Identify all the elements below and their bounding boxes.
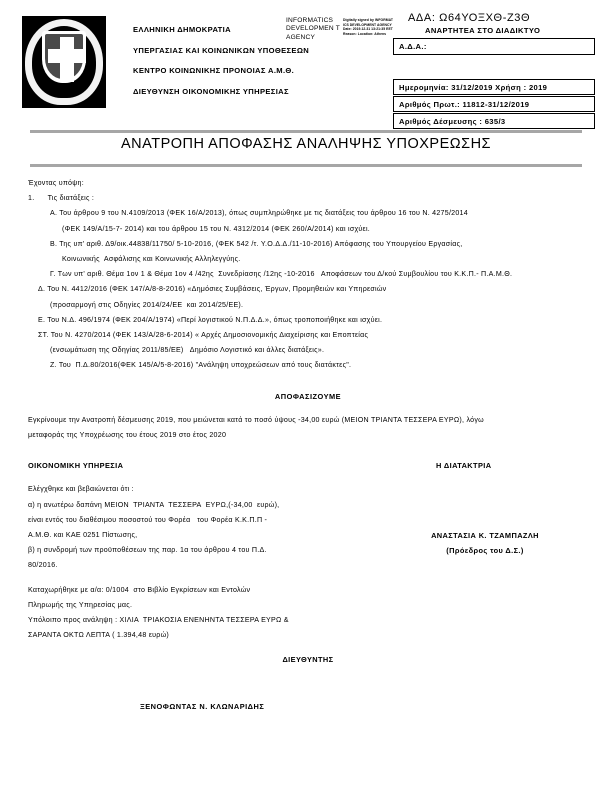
provision-a-line-1: Α. Του άρθρου 9 του Ν.4109/2013 (ΦΕΚ 16/Α/2013), όπως συμπληρώθηκε με τις διατάξεις του άρθρου 16 του Ν. 4275/2014 <box>50 209 468 218</box>
provision-c-line-1: Γ. Των υπ' αριθ. Θέμα 1ον 1 & Θέμα 1ον 4 /42ης Συνεδρίασης /12ης -10-2016 Αποφάσεων του Δ/κού Συμβουλίου του Κ.Κ.Π.- Π.Α.Μ.Θ. <box>50 270 513 279</box>
provisions-label: 1. Τις διατάξεις : <box>28 194 95 203</box>
signature-agency-label: INFORMATICS DEVELOPMEN T AGENCY <box>286 17 340 41</box>
verification-line-3: είναι εντός του διαθέσιμου ποσοστού του Φορέα του Φορέα Κ.Κ.Π.Π - <box>28 515 268 524</box>
verification-header-row <box>28 458 588 473</box>
commitment-field-box: Αριθμός Δέσμευσης : 635/3 <box>393 113 595 129</box>
spacer-before-decision <box>28 374 588 389</box>
shield-icon <box>42 31 86 83</box>
title-rule-bottom <box>30 164 582 167</box>
org-line-center: ΚΕΝΤΡΟ ΚΟΙΝΩΝΙΚΗΣ ΠΡΟΝΟΙΑΣ Α.Μ.Θ. <box>133 66 295 75</box>
having-regard-line: Έχοντας υπόψη: <box>28 179 84 187</box>
verification-line-2: α) η ανωτέρω δαπάνη ΜΕΙΟΝ ΤΡΙΑΝΤΑ ΤΕΣΣΕΡΑ ΕΥΡΩ,(-34,00 ευρώ), <box>28 500 280 509</box>
verification-line-10: ΣΑΡΑΝΤΑ ΟΚΤΩ ΛΕΠΤΑ ( 1.394,48 ευρώ) <box>28 631 169 640</box>
title-rule-top <box>30 130 582 133</box>
spacer-before-director-name <box>28 668 588 690</box>
date-field-box: Ημερομηνία: 31/12/2019 Χρήση : 2019 <box>393 79 595 95</box>
authority-signer-role: (Πρόεδρος του Δ.Σ.) <box>446 546 524 556</box>
spacer-before-director <box>28 643 588 652</box>
provision-e-line-1: Ε. Του Ν.Δ. 496/1974 (ΦΕΚ 204/Α/1974) «Περί λογιστικού Ν.Π.Δ.Δ.», όπως τροποποιήθηκε και ισχύει. <box>38 315 383 324</box>
spacer-before-director-name-2 <box>28 690 588 699</box>
provision-b-line-2: Κοινωνικής Ασφάλισης και Κοινωνικής Αλληλεγγύης. <box>62 255 241 264</box>
provision-g-line-1: Ζ. Του Π.Δ.80/2016(ΦΕΚ 145/Α/5-8-2016) "Ανάληψη υποχρεώσεων από τους διατάκτες". <box>50 361 352 370</box>
spacer-after-decision-heading <box>28 404 588 413</box>
verification-line-8: Πληρωμής της Υπηρεσίας μας. <box>28 600 133 609</box>
verification-line-4: Α.Μ.Θ. και ΚΑΕ 0251 Πίστωσης, <box>28 531 138 540</box>
digital-signature-stamp <box>286 17 394 63</box>
verification-line-5: β) η συνδρομή των προϋποθέσεων της παρ. 1α του άρθρου 4 του Π.Δ. <box>28 546 267 555</box>
document-header <box>0 0 612 128</box>
provision-a-line-2: (ΦΕΚ 149/Α/15-7- 2014) και του άρθρου 15 του Ν. 4312/2014 (ΦΕΚ 260/Α/2014) και ισχύει. <box>62 224 371 233</box>
provision-d-line-1: Δ. Του Ν. 4412/2016 (ΦΕΚ 147/Α/8-8-2016) «Δημόσιες Συμβάσεις, Έργων, Προμηθειών και Υπηρεσιών <box>38 285 387 294</box>
verification-line-4-row <box>28 528 588 543</box>
ada-code: ΑΔΑ: Ω64ΥΟΞΧΘ-Ζ3Θ <box>408 12 531 24</box>
org-line-republic: ΕΛΛΗΝΙΚΗ ΔΗΜΟΚΡΑΤΙΑ <box>133 25 231 34</box>
decision-line-1: Εγκρίνουμε την Ανατροπή δέσμευσης 2019, που μειώνεται κατά το ποσό ύψους -34,00 ευρώ (ΜΕΙΟΝ ΤΡΙΑΝΤΑ ΤΕΣΣΕΡΑ ΕΥΡΩ), λόγω <box>28 415 484 424</box>
org-line-directorate: ΔΙΕΥΘΥΝΣΗ ΟΙΚΟΝΟΜΙΚΗΣ ΥΠΗΡΕΣΙΑΣ <box>133 86 289 96</box>
verification-line-9: Υπόλοιπο προς ανάληψη : ΧΙΛΙΑ ΤΡΙΑΚΟΣΙΑ ΕΝΕΝΗΝΤΑ ΤΕΣΣΕΡΑ ΕΥΡΩ & <box>28 616 289 625</box>
ada-field-box: Α.Δ.Α.: <box>393 38 595 55</box>
document-body <box>28 176 588 714</box>
shield-field <box>45 34 83 79</box>
verification-line-5-row <box>28 543 588 558</box>
provision-b-line-1: Β. Της υπ' αριθ. Δ9/οικ.44838/11750/ 5-10-2016, (ΦΕΚ 542 /τ. Υ.Ο.Δ.Δ./11-10-2016) Απόφασης του Υπουργείου Εργασίας, <box>50 239 463 248</box>
provision-d-line-2: (προσαρμογή στις Οδηγίες 2014/24/ΕΕ και 2014/25/ΕΕ). <box>50 300 244 309</box>
authority-signer-name: ΑΝΑΣΤΑΣΙΑ Κ. ΤΖΑΜΠΑΖΛΗ <box>431 531 539 541</box>
spacer-after-verification-header <box>28 473 588 482</box>
director-label: ΔΙΕΥΘΥΝΤΗΣ <box>282 655 334 665</box>
signature-details-text: Digitally signed by INFORMATICS DEVELOPMENT AGENCY Date: 2019.12.31 13:21:35 EET Reason: Location: Athens <box>343 18 393 36</box>
verification-line-1: Ελέγχθηκε και βεβαιώνεται ότι : <box>28 485 134 494</box>
financial-office-label: ΟΙΚΟΝΟΜΙΚΗ ΥΠΗΡΕΣΙΑ <box>28 461 124 471</box>
spacer-mid-verification <box>28 574 588 583</box>
publication-notice: ΑΝΑΡΤΗΤΕΑ ΣΤΟ ΔΙΑΔΙΚΤΥΟ <box>425 26 541 35</box>
greek-coat-of-arms-emblem <box>22 16 106 108</box>
provision-f-line-2: (ενσωμάτωση της Οδηγίας 2011/85/ΕΕ) Δημόσιο Λογιστικό και άλλες διατάξεις». <box>50 346 325 355</box>
spacer-before-verification <box>28 443 588 458</box>
verification-line-7: Καταχωρήθηκε με α/α: 0/1004 στο Βιβλίο Εγκρίσεων και Εντολών <box>28 585 251 594</box>
org-line-ministry: ΥΠΕΡΓΑΣΙΑΣ ΚΑΙ ΚΟΙΝΩΝΙΚΩΝ ΥΠΟΘΕΣΕΩΝ <box>133 45 310 55</box>
decision-heading: ΑΠΟΦΑΣΙΖΟΥΜΕ <box>274 391 342 401</box>
verification-line-6: 80/2016. <box>28 561 58 570</box>
protocol-field-box: Αριθμός Πρωτ.: 11812-31/12/2019 <box>393 96 595 112</box>
authority-label: Η ΔΙΑΤΑΚΤΡΙΑ <box>436 461 492 471</box>
director-name: ΞΕΝΟΦΩΝΤΑΣ Ν. ΚΛΩΝΑΡΙΔΗΣ <box>140 701 265 711</box>
page-title: ΑΝΑΤΡΟΠΗ ΑΠΟΦΑΣΗΣ ΑΝΑΛΗΨΗΣ ΥΠΟΧΡΕΩΣΗΣ <box>120 136 492 152</box>
provision-f-line-1: ΣΤ. Του Ν. 4270/2014 (ΦΕΚ 143/Α/28-6-2014) « Αρχές Δημοσιονομικής Διαχείρισης και Εποπτείας <box>38 331 369 340</box>
cross-icon-horizontal <box>48 49 86 63</box>
decision-line-2: μεταφοράς της Υποχρέωσης του έτους 2019 στο έτος 2020 <box>28 431 227 440</box>
